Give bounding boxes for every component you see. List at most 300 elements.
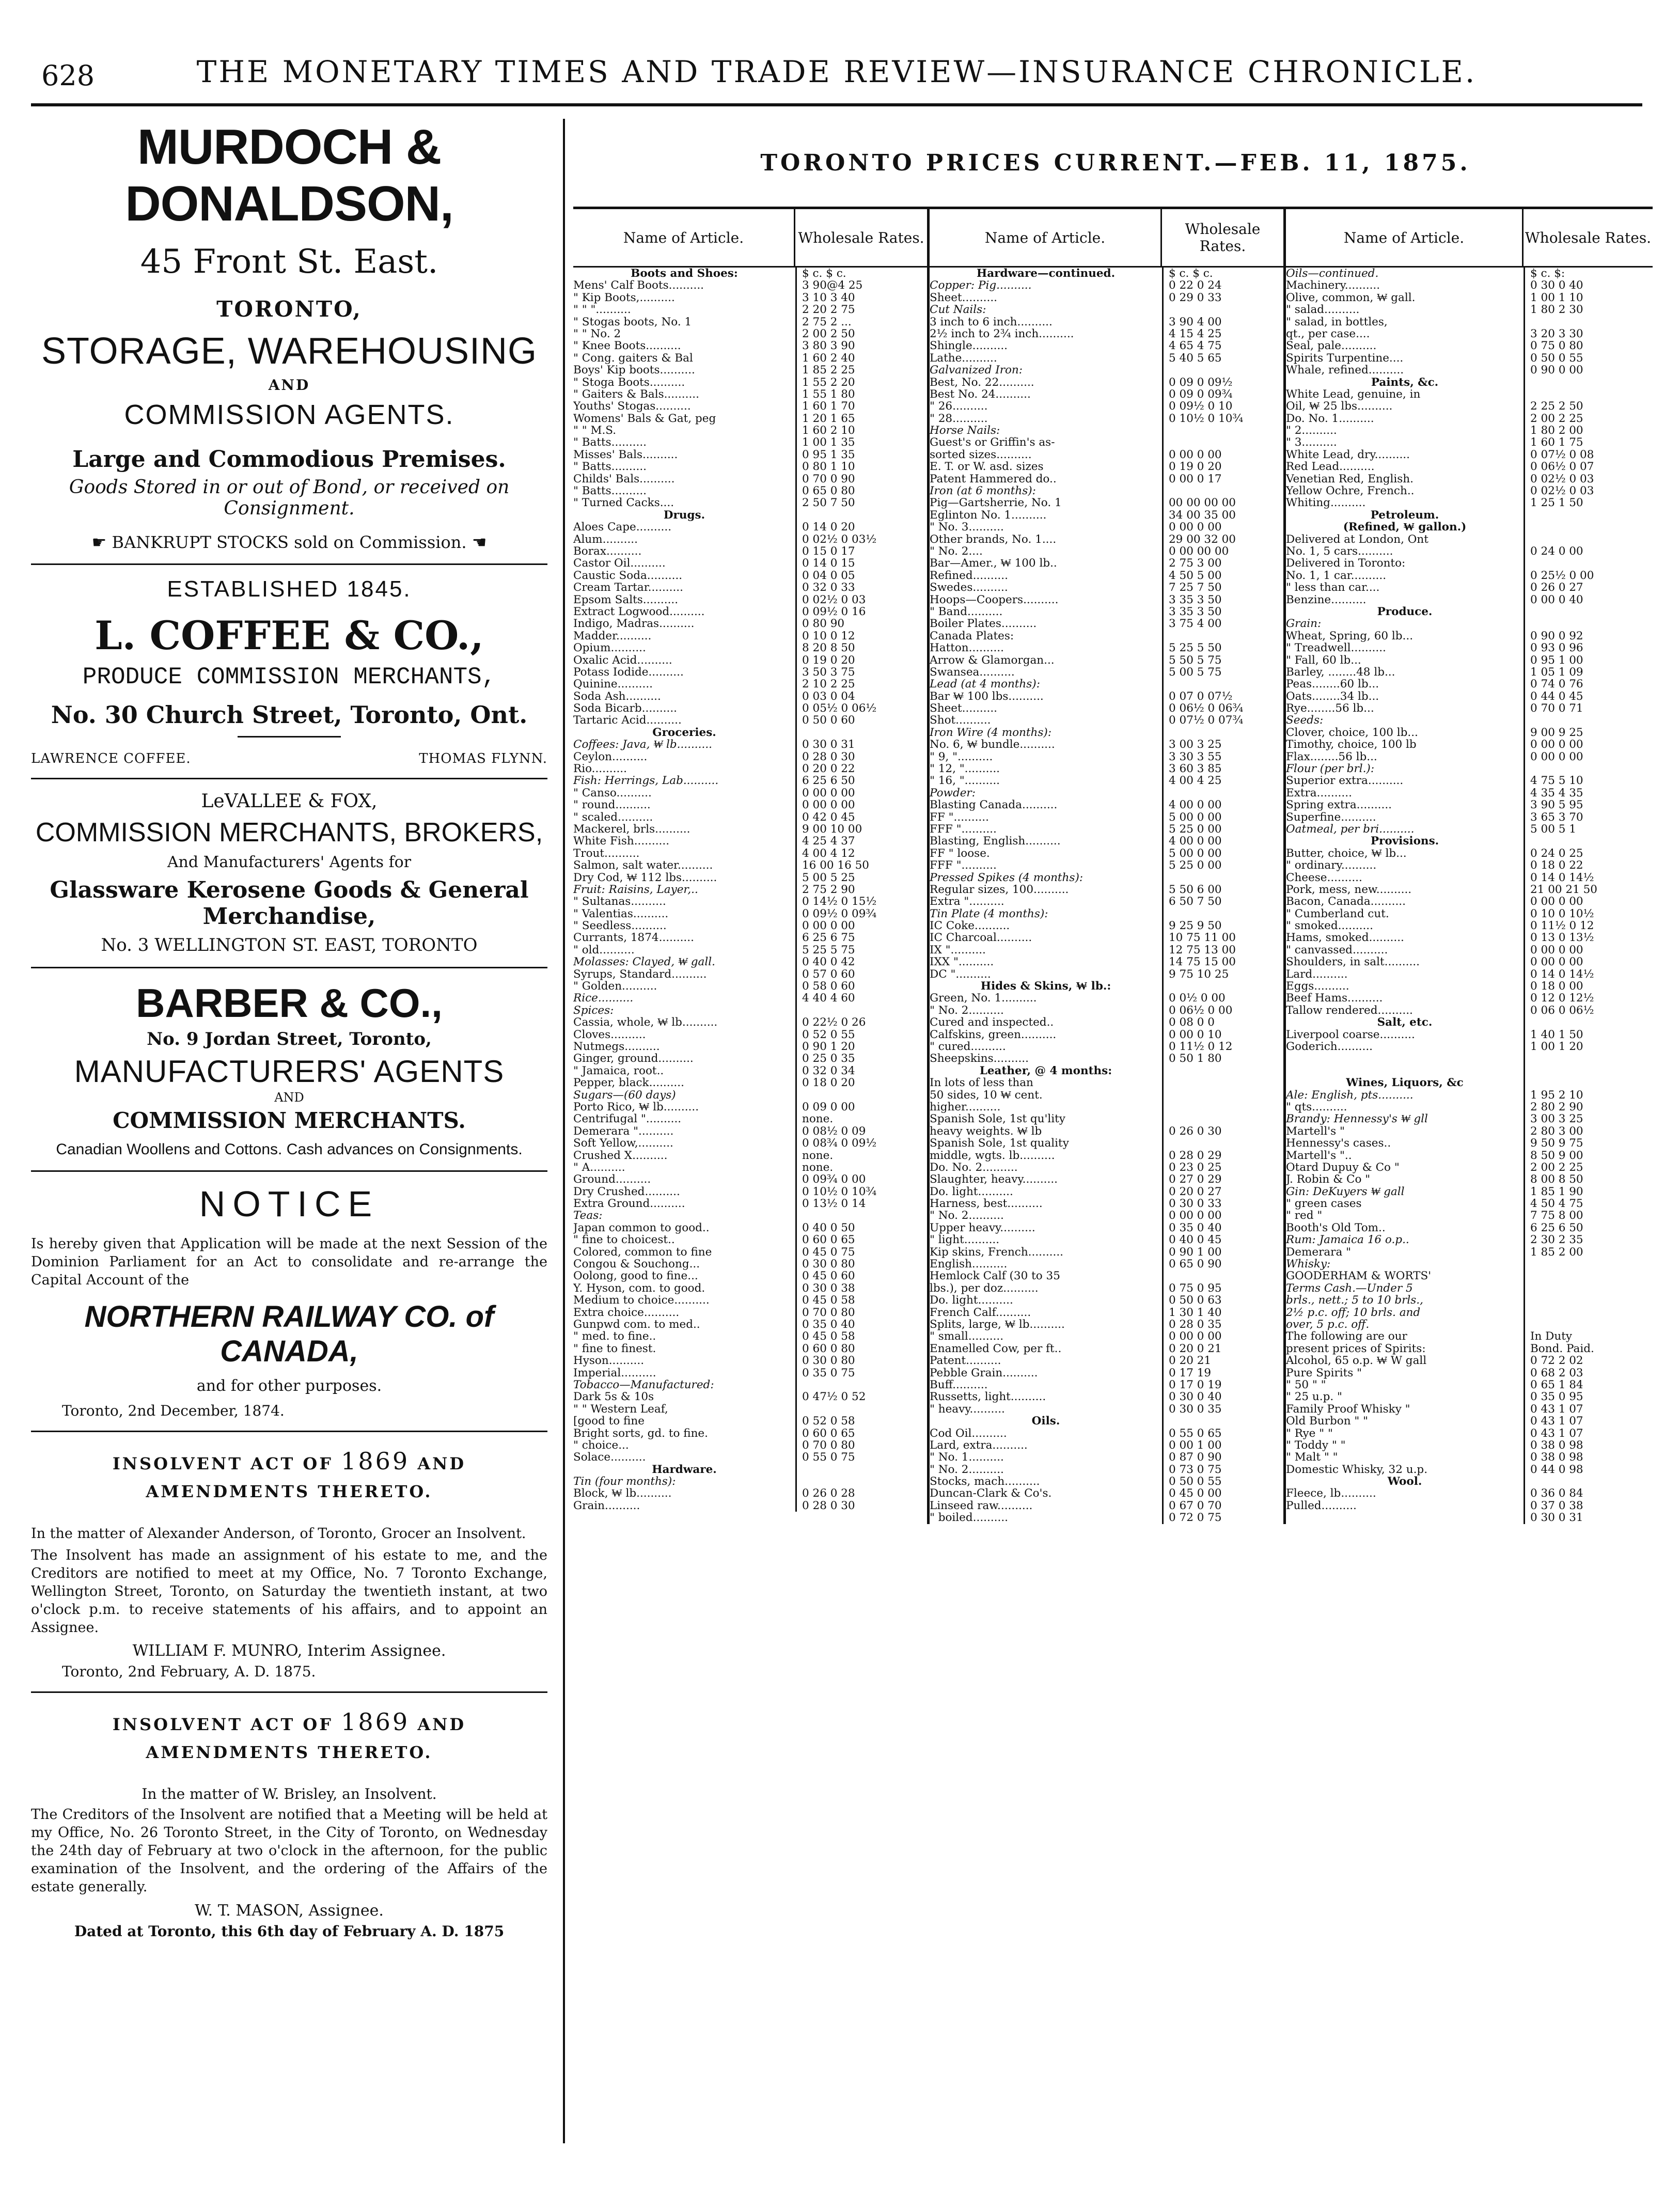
price-row	[930, 1487, 1283, 1499]
price-row	[930, 570, 1283, 582]
wholesale-rate	[1524, 1282, 1650, 1294]
wholesale-rate: 0 18 0 00	[1524, 980, 1650, 992]
article-name: Swedes..........	[930, 582, 1008, 594]
article-name: Centrifugal "..........	[573, 1113, 682, 1125]
price-row	[1286, 557, 1653, 569]
wholesale-rate: 0 05½ 0 06½	[795, 702, 927, 714]
article-name: Boys' Kip boots..........	[573, 364, 695, 376]
price-row	[1286, 1367, 1653, 1379]
col1-header-name: Name of Article.	[573, 209, 795, 266]
price-row	[930, 1439, 1283, 1451]
ad-barber	[31, 980, 547, 1159]
article-name: " qts..........	[1286, 1101, 1347, 1113]
wholesale-rate: $ c. $ c.	[795, 268, 927, 279]
price-row	[1286, 1379, 1653, 1391]
article-name: " Cong. gaiters & Bal	[573, 352, 693, 365]
article-name: Tin Plate (4 months):	[930, 907, 1048, 920]
ad-divider	[31, 1691, 547, 1693]
article-name: Caustic Soda..........	[573, 569, 683, 582]
price-row	[930, 823, 1283, 835]
masthead: THE MONETARY TIMES AND TRADE REVIEW—INSURANCE CHRONICLE.	[196, 54, 1477, 89]
article-name: FF " loose.	[930, 847, 990, 860]
price-row	[1286, 328, 1653, 340]
wholesale-rate: none.	[795, 1162, 927, 1173]
wholesale-rate: 0 22½ 0 26	[795, 1016, 927, 1028]
article-name: Linseed raw..........	[930, 1499, 1033, 1512]
wholesale-rate	[1524, 763, 1650, 775]
wholesale-rate: 0 47½ 0 52	[795, 1391, 927, 1403]
wholesale-rate: 0 43 1 07	[1524, 1427, 1650, 1439]
price-row	[573, 968, 927, 980]
wholesale-rate: 5 00 0 00	[1162, 811, 1283, 823]
article-name: White Fish..........	[573, 835, 670, 848]
wholesale-rate: 0 00 0 00	[1162, 521, 1283, 533]
price-row	[930, 1234, 1283, 1246]
article-name: Red Lead..........	[1286, 461, 1375, 473]
wholesale-rate: 0 09½ 0 09¾	[795, 908, 927, 920]
price-row	[573, 1186, 927, 1198]
article-name: " 3..........	[1286, 436, 1337, 449]
wholesale-rate	[795, 1210, 927, 1221]
article-name: Gin: DeKuyers ₩ gall	[1286, 1185, 1405, 1198]
price-row	[1286, 1464, 1653, 1476]
article-name: higher..........	[930, 1101, 1001, 1113]
price-row	[1286, 1258, 1653, 1270]
barber-business2: COMMISSION MERCHANTS.	[113, 1108, 466, 1134]
wholesale-rate: 0 32 0 34	[795, 1065, 927, 1077]
price-row	[573, 485, 927, 497]
wholesale-rate: 9 50 9 75	[1524, 1137, 1650, 1149]
article-name: Rum: Jamaica 16 o.p..	[1286, 1234, 1409, 1246]
notice-body: Is hereby given that Application will be made at the next Session of the Dominion Parliament for an Act to consolidate and re-arrange the Capital Account of the	[31, 1236, 547, 1289]
wholesale-rate: 0 73 0 75	[1162, 1464, 1283, 1476]
price-row	[573, 678, 927, 690]
header-rule	[31, 103, 1642, 106]
article-name: " light..........	[930, 1234, 1000, 1246]
ad-notice	[31, 1183, 547, 1419]
article-name: " 50 " "	[1286, 1378, 1326, 1391]
insolvent1-year: 1869	[341, 1447, 410, 1476]
article-name: Quinine..........	[573, 678, 653, 691]
wholesale-rate: 0 00 0 10	[1162, 1029, 1283, 1041]
article-name: Hardware.	[652, 1463, 717, 1476]
wholesale-rate: 0 36 0 84	[1524, 1487, 1650, 1499]
price-row	[573, 980, 927, 992]
wholesale-rate: 21 00 21 50	[1524, 884, 1650, 896]
wholesale-rate	[1162, 727, 1283, 739]
article-name: Oats........34 lb...	[1286, 690, 1379, 703]
article-name: Aloes Cape..........	[573, 521, 672, 534]
murdoch-and: AND	[268, 376, 310, 394]
ad-insolvent-anderson	[31, 1444, 547, 1680]
price-row	[930, 618, 1283, 630]
article-name: Oolong, good to fine...	[573, 1270, 698, 1282]
article-name: sorted sizes..........	[930, 448, 1032, 461]
levallee-agents: And Manufacturers' Agents for	[167, 853, 412, 871]
article-name: " 26..........	[930, 400, 988, 413]
price-row	[1286, 1186, 1653, 1198]
article-name: No. 1, 5 cars..........	[1286, 545, 1393, 558]
price-row	[930, 848, 1283, 859]
wholesale-rate: 0 00 00 00	[1162, 545, 1283, 557]
wholesale-rate: 0 00 0 00	[1524, 751, 1650, 763]
wholesale-rate: 3 65 3 70	[1524, 811, 1650, 823]
price-row	[1286, 570, 1653, 582]
price-row	[930, 920, 1283, 932]
price-row	[930, 1125, 1283, 1137]
price-row	[573, 1016, 927, 1028]
price-row	[930, 534, 1283, 545]
article-name: " " M.S.	[573, 425, 617, 437]
price-row	[1286, 1101, 1653, 1113]
price-row	[930, 328, 1283, 340]
wholesale-rate: 00 00 00 00	[1162, 497, 1283, 509]
wholesale-rate: 0 45 0 60	[795, 1270, 927, 1282]
article-name: Ginger, ground..........	[573, 1053, 694, 1065]
wholesale-rate: 0 13 0 13½	[1524, 932, 1650, 944]
article-name: Patent..........	[930, 1355, 1001, 1367]
wholesale-rate: 0 12 0 12½	[1524, 992, 1650, 1004]
wholesale-rate: 0 14 0 14½	[1524, 968, 1650, 980]
price-row	[930, 1041, 1283, 1053]
article-name: Duncan-Clark & Co's.	[930, 1487, 1052, 1500]
price-row	[1286, 582, 1653, 593]
wholesale-rate: 0 30 0 38	[795, 1282, 927, 1294]
article-name: French Calf..........	[930, 1306, 1031, 1319]
wholesale-rate: 0 0½ 0 00	[1162, 992, 1283, 1004]
price-row	[1286, 1041, 1653, 1053]
price-row	[1286, 872, 1653, 884]
article-name: " Knee Boots..........	[573, 340, 681, 352]
price-row	[930, 1186, 1283, 1198]
article-name: middle, wgts. lb..........	[930, 1149, 1055, 1162]
wholesale-rate: 1 00 1 10	[1524, 292, 1650, 304]
article-name: FF "..........	[930, 811, 989, 823]
wholesale-rate: 6 25 6 75	[795, 932, 927, 944]
article-name: Drugs.	[663, 509, 705, 522]
article-name: Whiting..........	[1286, 497, 1366, 509]
article-name: Boots and Shoes:	[631, 268, 738, 280]
page-header	[31, 54, 1642, 101]
article-name: Castor Oil..........	[573, 557, 666, 570]
wholesale-rate: 2 00 2 50	[795, 328, 927, 340]
article-name: Gunpwd com. to med..	[573, 1318, 700, 1331]
price-row	[1286, 352, 1653, 364]
article-name: Ground..........	[573, 1173, 651, 1186]
price-row	[573, 557, 927, 569]
price-row	[930, 1391, 1283, 1403]
price-row	[930, 751, 1283, 763]
wholesale-rate: 1 85 1 90	[1524, 1186, 1650, 1198]
article-name: " Band..........	[930, 605, 1003, 618]
wholesale-rate: 0 35 0 40	[795, 1319, 927, 1330]
wholesale-rate: 0 37 0 38	[1524, 1500, 1650, 1512]
wholesale-rate: 0 11½ 0 12	[1524, 920, 1650, 932]
price-row	[573, 848, 927, 859]
article-name: Booth's Old Tom..	[1286, 1221, 1386, 1234]
price-row	[573, 376, 927, 388]
price-row	[573, 388, 927, 400]
price-row	[573, 920, 927, 932]
wholesale-rate: 9 00 9 25	[1524, 727, 1650, 739]
price-row	[930, 304, 1283, 316]
wholesale-rate	[1162, 872, 1283, 884]
article-name: " old..........	[573, 944, 635, 956]
article-name: Blasting Canada..........	[930, 799, 1058, 811]
price-row	[930, 388, 1283, 400]
wholesale-rate: 0 14 0 20	[795, 521, 927, 533]
article-name: " 2..........	[1286, 425, 1337, 437]
insolvent2-signer: W. T. MASON, Assignee.	[195, 1901, 384, 1920]
price-row	[1286, 400, 1653, 412]
article-name: Produce.	[1377, 605, 1433, 618]
price-row	[573, 449, 927, 461]
wholesale-rate: 4 00 0 00	[1162, 835, 1283, 847]
wholesale-rate: 1 30 1 40	[1162, 1307, 1283, 1319]
article-name: Seal, pale..........	[1286, 340, 1377, 352]
price-row	[930, 944, 1283, 956]
price-row	[573, 545, 927, 557]
article-name: Fruit: Raisins, Layer,..	[573, 883, 698, 896]
wholesale-rate: 0 52 0 58	[795, 1415, 927, 1427]
wholesale-rate: 0 28 0 30	[795, 751, 927, 763]
article-name: Paints, &c.	[1371, 376, 1439, 388]
article-name: " " No. 2	[573, 327, 621, 340]
insolvent1-date: Toronto, 2nd February, A. D. 1875.	[62, 1663, 316, 1681]
price-row	[573, 316, 927, 328]
article-name: Shoulders, in salt..........	[1286, 956, 1420, 968]
article-name: " 16, "..........	[930, 775, 1000, 787]
article-name: " Batts..........	[573, 436, 647, 449]
price-row	[573, 1427, 927, 1439]
wholesale-rate: 0 30 0 31	[1524, 1512, 1650, 1524]
price-row	[573, 1077, 927, 1089]
price-row	[1286, 1125, 1653, 1137]
article-name: Best No. 24..........	[930, 388, 1031, 401]
price-row	[930, 908, 1283, 920]
article-name: Rio..........	[573, 763, 627, 775]
price-row	[573, 1053, 927, 1064]
wholesale-rate: 0 90 1 00	[1162, 1246, 1283, 1258]
article-name: Sheet..........	[930, 291, 998, 304]
article-name: Trout..........	[573, 847, 640, 860]
wholesale-rate: 1 40 1 50	[1524, 1029, 1650, 1041]
article-name: Pig—Gartsherrie, No. 1	[930, 497, 1062, 509]
wholesale-rate: 0 30 0 80	[795, 1355, 927, 1367]
article-name: Currants, 1874..........	[573, 932, 694, 944]
article-name: " Gaiters & Bals..........	[573, 388, 699, 401]
murdoch-premises: Large and Commodious Premises.	[72, 446, 506, 473]
article-name: Tin (four months):	[573, 1476, 676, 1488]
wholesale-rate: 29 00 32 00	[1162, 534, 1283, 545]
article-name: Powder:	[930, 787, 976, 799]
price-row	[573, 859, 927, 871]
wholesale-rate	[795, 1476, 927, 1487]
article-name: Extra choice..........	[573, 1306, 680, 1319]
article-name: " A..........	[573, 1161, 625, 1174]
price-row	[573, 1150, 927, 1162]
wholesale-rate	[1162, 436, 1283, 448]
article-name: Colored, common to fine	[573, 1246, 712, 1259]
price-row	[1286, 751, 1653, 763]
wholesale-rate: 2 75 2 90	[795, 884, 927, 896]
price-row	[930, 1150, 1283, 1162]
price-row	[1286, 413, 1653, 425]
price-row	[1286, 1294, 1653, 1306]
article-name: Coffees: Java, ₩ lb..........	[573, 739, 712, 751]
price-row	[930, 1319, 1283, 1330]
price-row	[930, 1270, 1283, 1282]
price-row	[930, 811, 1283, 823]
price-row	[930, 1343, 1283, 1355]
price-row	[930, 980, 1283, 992]
price-row	[573, 823, 927, 835]
article-name: " " "..........	[573, 304, 631, 316]
price-row	[930, 1294, 1283, 1306]
article-name: Spring extra..........	[1286, 799, 1392, 811]
column-rule	[563, 119, 565, 2143]
article-name: Extra..........	[1286, 787, 1352, 799]
wholesale-rate: 5 25 5 75	[795, 944, 927, 956]
article-name: Refined..........	[930, 569, 1008, 582]
price-row	[1286, 618, 1653, 630]
wholesale-rate: 8 00 8 50	[1524, 1173, 1650, 1185]
wholesale-rate: 0 72 2 02	[1524, 1355, 1650, 1367]
article-name: " Batts..........	[573, 485, 647, 497]
price-row	[930, 956, 1283, 968]
wholesale-rate	[1162, 980, 1283, 992]
price-row	[573, 1330, 927, 1342]
wholesale-rate: 0 65 1 84	[1524, 1379, 1650, 1391]
price-row	[930, 497, 1283, 509]
wholesale-rate: 9 00 10 00	[795, 823, 927, 835]
article-name: Slaughter, heavy..........	[930, 1173, 1058, 1186]
wholesale-rate: 5 50 5 75	[1162, 654, 1283, 666]
article-name: Otard Dupuy & Co "	[1286, 1161, 1400, 1174]
article-name: over, 5 p.c. off.	[1286, 1318, 1370, 1331]
article-name: " No. 2..........	[930, 1463, 1004, 1476]
wholesale-rate: none.	[795, 1113, 927, 1125]
wholesale-rate: 3 10 3 40	[795, 292, 927, 304]
wholesale-rate: 0 00 0 00	[1162, 449, 1283, 461]
article-name: Leather, @ 4 months:	[979, 1064, 1112, 1077]
notice-company: NORTHERN RAILWAY CO. of CANADA,	[84, 1300, 494, 1369]
coffee-partners	[31, 751, 547, 766]
wholesale-rate: 3 90@4 25	[795, 279, 927, 291]
price-row	[573, 436, 927, 448]
price-row	[573, 1270, 927, 1282]
price-row	[1286, 1198, 1653, 1210]
price-row	[1286, 1222, 1653, 1234]
wholesale-rate: 0 35 0 75	[795, 1367, 927, 1379]
article-name: " Jamaica, root..	[573, 1064, 664, 1077]
price-row	[1286, 1427, 1653, 1439]
price-row	[1286, 1500, 1653, 1512]
article-name: " smoked..........	[1286, 920, 1373, 932]
article-name: White Lead, genuine, in	[1286, 388, 1421, 401]
wholesale-rate: 0 02½ 0 03	[1524, 485, 1650, 497]
wholesale-rate: 3 90 4 00	[1162, 316, 1283, 328]
ad-divider	[31, 1431, 547, 1432]
article-name: Cured and inspected..	[930, 1016, 1054, 1029]
price-row	[930, 1307, 1283, 1319]
article-name: Superior extra..........	[1286, 775, 1404, 787]
price-row	[1286, 678, 1653, 690]
price-row	[1286, 1451, 1653, 1463]
wholesale-rate: 4 00 4 12	[795, 848, 927, 859]
article-name: Delivered at London, Ont	[1286, 533, 1428, 545]
wholesale-rate: 0 09 0 09½	[1162, 376, 1283, 388]
article-name: " med. to fine..	[573, 1330, 656, 1343]
article-name: " Kip Boots,..........	[573, 291, 675, 304]
article-name: FFF "..........	[930, 823, 997, 836]
price-row	[930, 1330, 1283, 1342]
wholesale-rate: 5 25 5 50	[1162, 642, 1283, 654]
article-name: " less than car....	[1286, 582, 1380, 594]
price-row	[573, 1222, 927, 1234]
article-name: Best, No. 22..........	[930, 376, 1034, 388]
wholesale-rate: 1 60 2 40	[795, 352, 927, 364]
article-name: Fleece, lb..........	[1286, 1487, 1376, 1500]
wholesale-rate: 1 00 1 35	[795, 436, 927, 448]
wholesale-rate	[1524, 835, 1650, 847]
price-row	[930, 666, 1283, 678]
price-row	[573, 884, 927, 896]
wholesale-rate	[1162, 1113, 1283, 1125]
price-row	[930, 425, 1283, 436]
wholesale-rate: 3 75 4 00	[1162, 618, 1283, 630]
article-name: Pure Spirits "	[1286, 1367, 1362, 1379]
notice-title: NOTICE	[199, 1184, 380, 1225]
article-name: Swansea..........	[930, 666, 1015, 679]
price-row	[573, 1113, 927, 1125]
article-name: " green cases	[1286, 1198, 1362, 1210]
article-name: Cassia, whole, ₩ lb..........	[573, 1016, 718, 1029]
article-name: Arrow & Glamorgan...	[930, 654, 1055, 666]
article-name: Cut Nails:	[930, 304, 986, 316]
wholesale-rate: 0 29 0 33	[1162, 292, 1283, 304]
price-row	[930, 884, 1283, 896]
price-row	[1286, 956, 1653, 968]
article-name: " ordinary..........	[1286, 859, 1377, 872]
article-name: Shot..........	[930, 714, 991, 727]
article-name: Eglinton No. 1..........	[930, 509, 1047, 522]
price-row	[573, 654, 927, 666]
article-name: [good to fine	[573, 1415, 645, 1427]
wholesale-rate: 6 50 7 50	[1162, 896, 1283, 907]
article-name: " 12, "..........	[930, 763, 1000, 775]
wholesale-rate: 5 25 0 00	[1162, 823, 1283, 835]
wholesale-rate: 0 07½ 0 07¾	[1162, 714, 1283, 726]
wholesale-rate: 0 00 1 00	[1162, 1439, 1283, 1451]
price-row	[1286, 509, 1653, 521]
article-name	[1286, 1053, 1524, 1064]
article-name: " boiled..........	[930, 1512, 1009, 1524]
col3-header-rates: Wholesale Rates.	[1525, 229, 1652, 246]
price-row	[573, 1343, 927, 1355]
price-row	[930, 763, 1283, 775]
wholesale-rate	[1524, 606, 1650, 618]
article-name: Patent Hammered do..	[930, 473, 1057, 485]
article-name: " red "	[1286, 1210, 1323, 1222]
price-row	[930, 1476, 1283, 1487]
wholesale-rate: 1 85 2 00	[1524, 1246, 1650, 1258]
price-row	[930, 1415, 1283, 1427]
wholesale-rate: 0 20 0 27	[1162, 1186, 1283, 1198]
price-row	[1286, 1307, 1653, 1319]
levallee-business: COMMISSION MERCHANTS, BROKERS,	[35, 818, 543, 848]
price-row	[1286, 992, 1653, 1004]
